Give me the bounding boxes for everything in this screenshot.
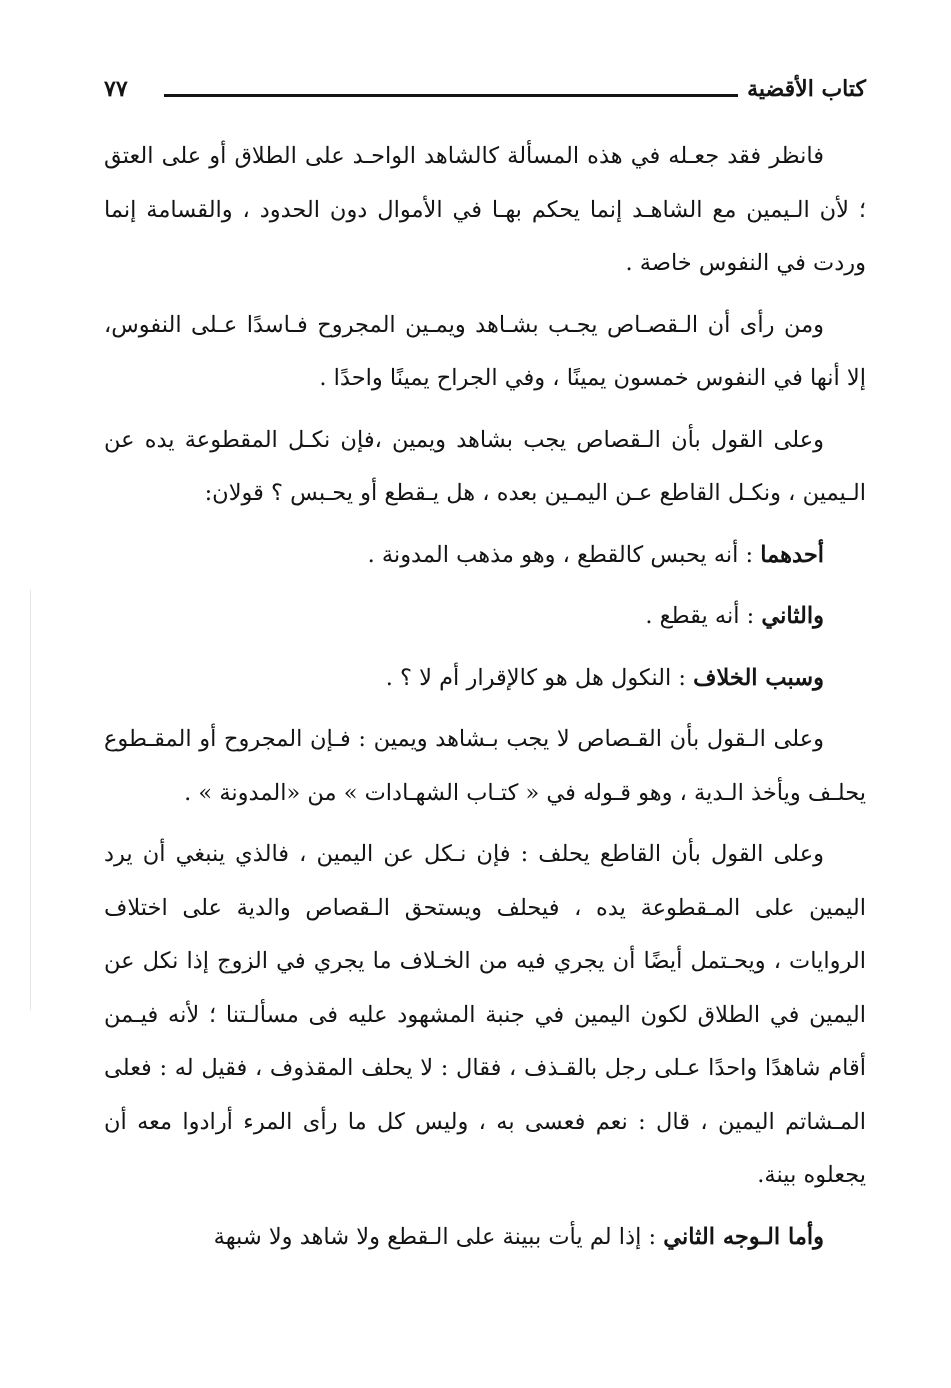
paragraph: [104, 299, 866, 406]
paragraph: [104, 130, 866, 291]
paragraph: [104, 1211, 866, 1265]
paragraph-text: وعلى الـقول بأن القـصاص لا يجب بـشاهد ويمين : فـإن المجروح أو المقـطوع يحلـف ويأخذ الـدية ، وهو قـوله في « كتـاب الشهـادات » من «المدونة » .: [104, 726, 866, 806]
paragraph: [104, 529, 866, 583]
paragraph: [104, 713, 866, 820]
running-header: [104, 72, 866, 116]
paragraph-lead: والثاني: [761, 603, 824, 629]
header-title: كتاب الأقضية: [747, 76, 866, 102]
page-body: [104, 130, 866, 1272]
scan-artifact-line: [30, 590, 31, 1010]
paragraph-text: : النكول هل هو كالإقرار أم لا ؟ .: [385, 664, 687, 691]
paragraph-lead: أحدهما: [760, 541, 824, 568]
paragraph-text: وعلى القول بأن القاطع يحلف : فإن نـكل عن اليمين ، فالذي ينبغي أن يرد اليمين على المـقطوعة يده ، فيحلف ويستحق الـقصاص والدية على اختلاف الروايات ، ويحـتمل أيضًا أن يجري فيه من الخـلاف ما يجري في الزوج إذا نكل عن اليمين في الطلاق لكون اليمين في جنبة المشهود عليه فى مسألـتنا ؛ لأنه فيـمن أقام شاهدًا واحدًا عـلى رجل بالقـذف ، فقال : لا يحلف المقذوف ، فقيل له : فعلى المـشاتم اليمين ، قال : نعم فعسى به ، وليس كل ما رأى المرء أرادوا معه أن يجعلوه بينة.: [104, 841, 866, 1188]
paragraph-text: وعلى القول بأن الـقصاص يجب بشاهد ويمين ،فإن نكـل المقطوعة يده عن الـيمين ، ونكـل القاطع عـن اليمـين بعده ، هل يـقطع أو يحـبس ؟ قولان:: [104, 426, 866, 506]
paragraph-lead: وأما الـوجه الثاني: [663, 1223, 824, 1250]
header-rule: [164, 94, 738, 97]
paragraph-text: : أنه يقطع .: [645, 603, 755, 629]
paragraph: [104, 590, 866, 644]
paragraph: [104, 652, 866, 706]
paragraph-text: ومن رأى أن الـقصـاص يجـب بشـاهد ويمـين المجروح فـاسدًا عـلى النفوس، إلا أنها في النفوس خمسون يمينًا ، وفي الجراح يمينًا واحدًا .: [104, 311, 866, 391]
paragraph-text: فانظر فقد جعـله في هذه المسألة كالشاهد الواحـد على الطلاق أو على العتق ؛ لأن الـيمين مع الشاهـد إنما يحكم بهـا في الأموال دون الحدود ، والقسامة إنما وردت في النفوس خاصة .: [104, 143, 866, 276]
paragraph-text: : أنه يحبس كالقطع ، وهو مذهب المدونة .: [367, 541, 754, 568]
paragraph: [104, 828, 866, 1203]
page-number: ٧٧: [104, 76, 128, 102]
paragraph-lead: وسبب الخلاف: [693, 664, 824, 691]
paragraph-text: : إذا لم يأت ببينة على الـقطع ولا شاهد ولا شبهة: [213, 1223, 657, 1250]
paragraph: [104, 414, 866, 521]
